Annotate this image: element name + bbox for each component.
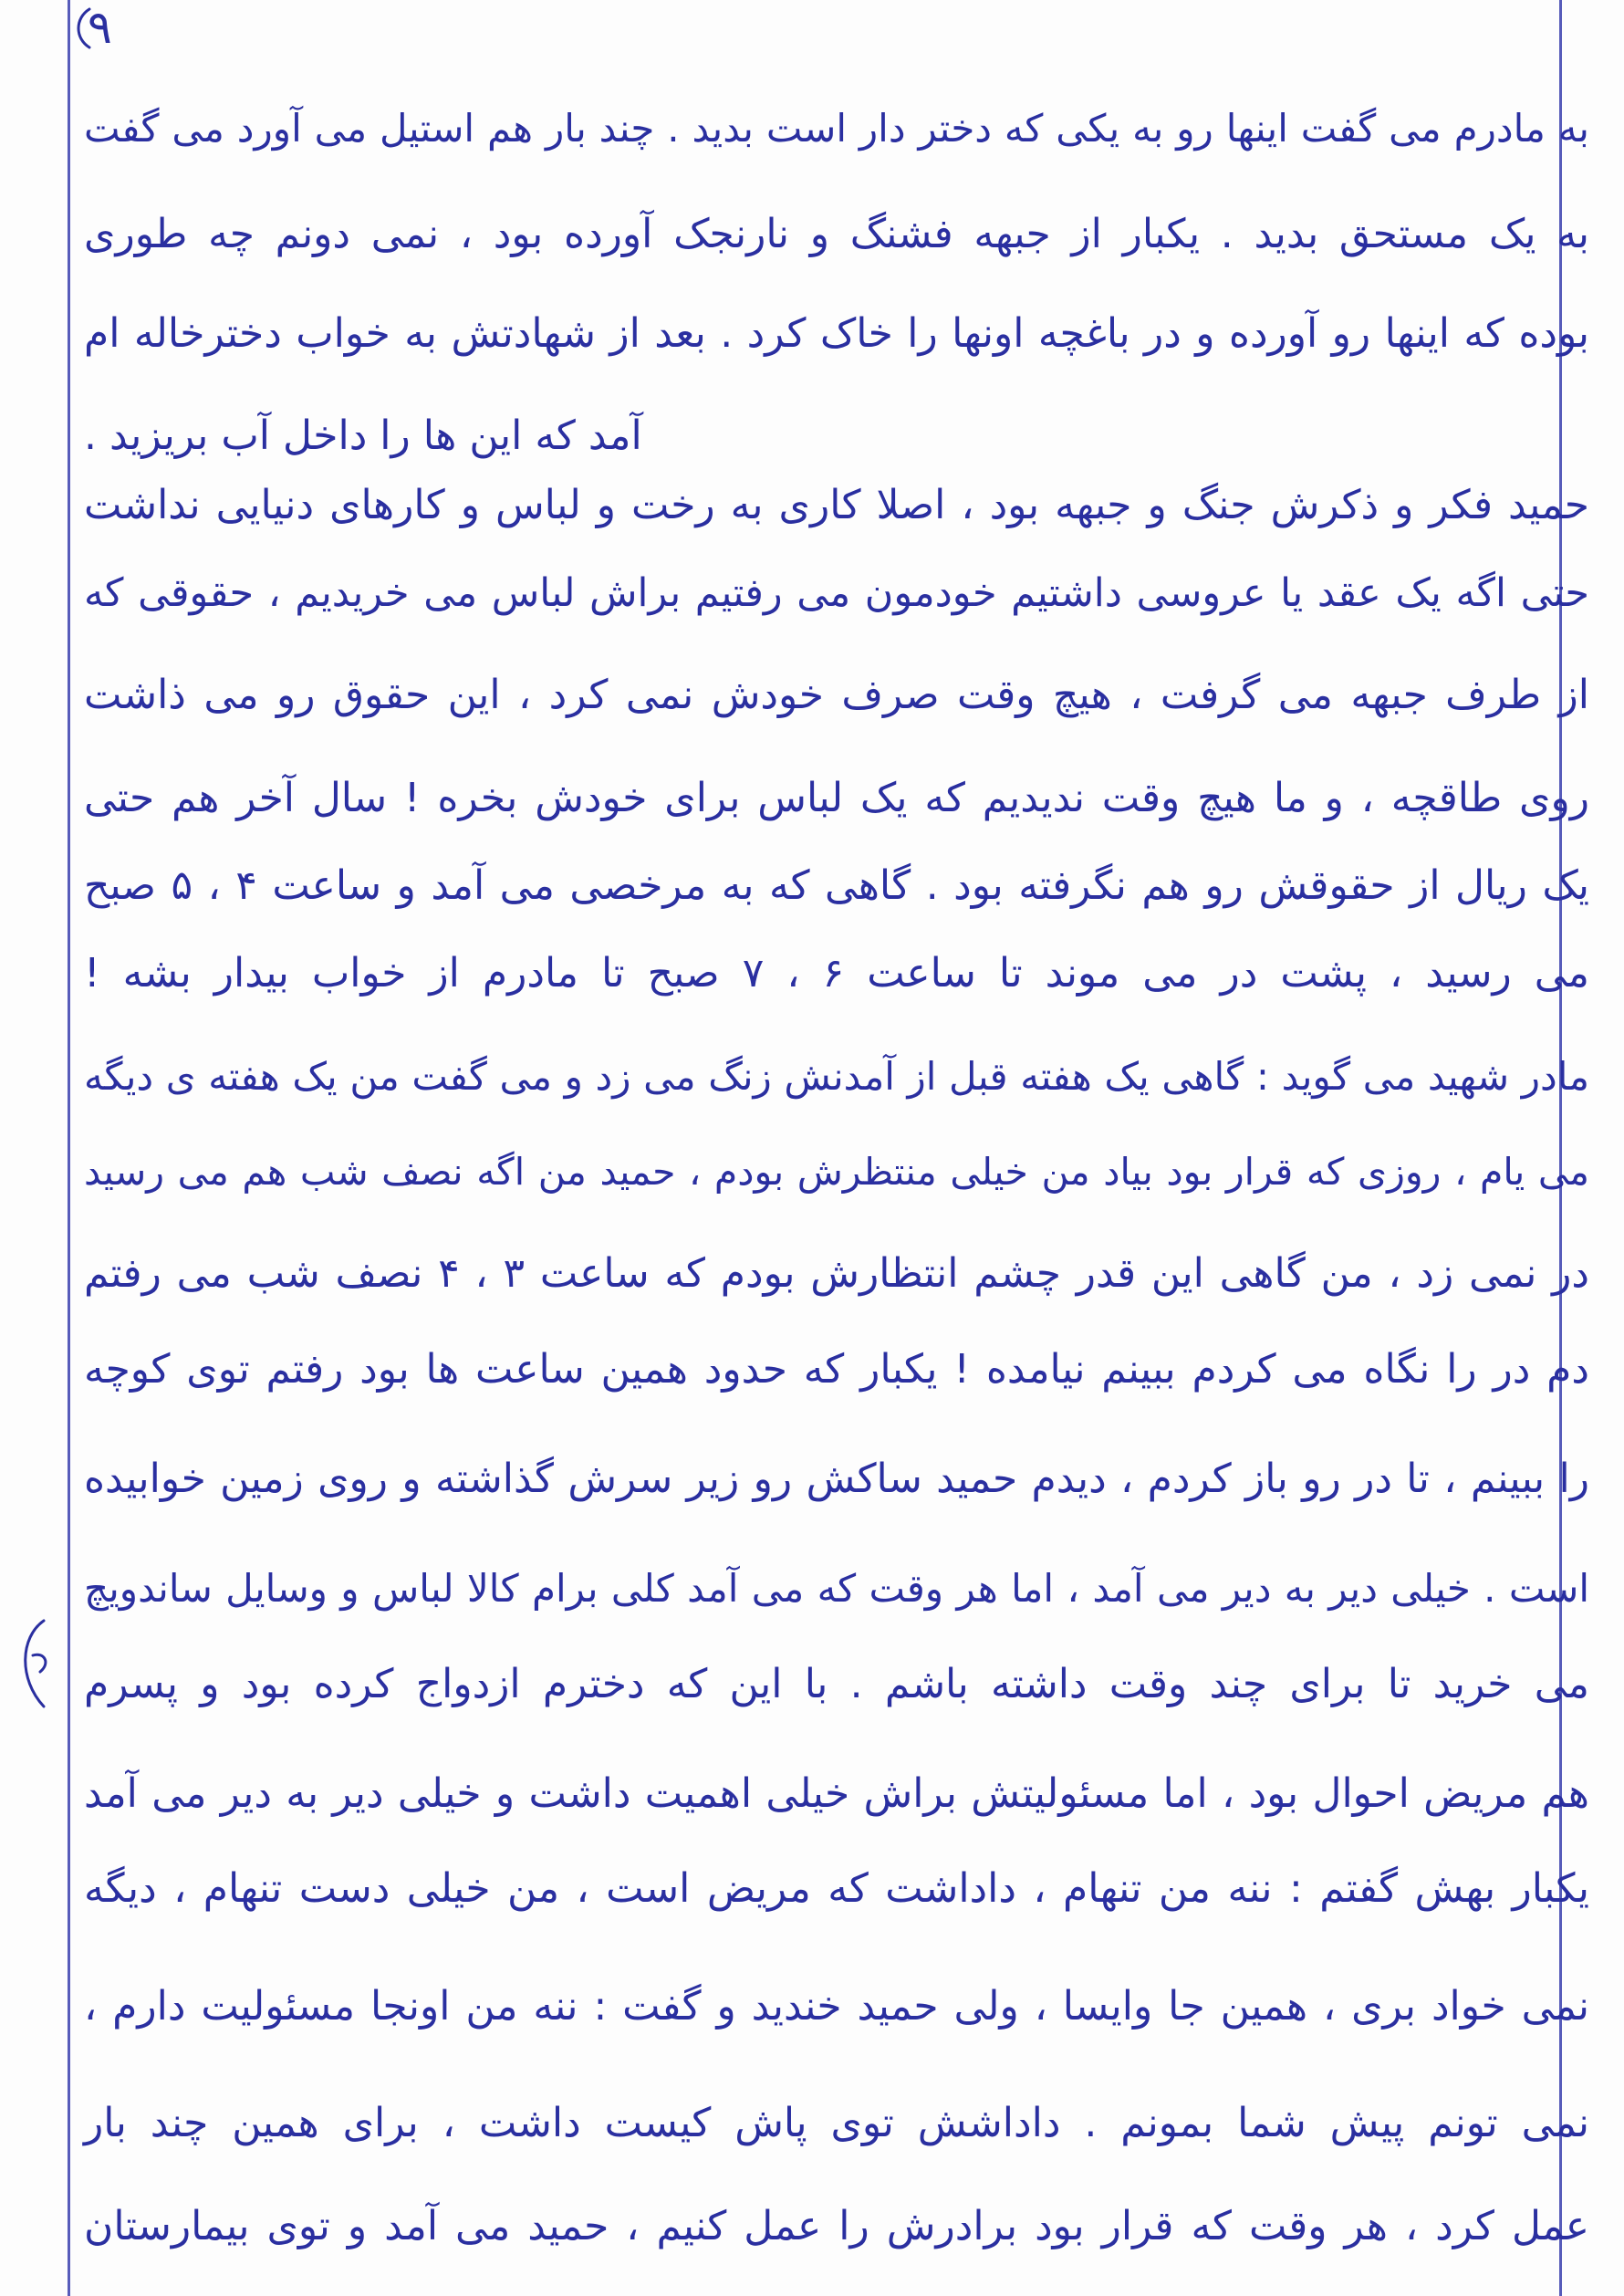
text-line: آمد که این ها را داخل آب بریزید . <box>84 412 642 459</box>
text-line: در نمی زد ، من گاهی این قدر چشم انتظارش بودم که ساعت ۳ ، ۴ نصف شب می رفتم <box>84 1250 1589 1297</box>
text-line: مادر شهید می گوید : گاهی یک هفته قبل از آمدنش زنگ می زد و می گفت من یک هفته ی دیگه <box>84 1054 1589 1099</box>
text-line: می رسید ، پشت در می موند تا ساعت ۶ ، ۷ صبح تا مادرم از خواب بیدار بشه ! <box>84 950 1589 997</box>
text-line: عمل کرد ، هر وقت که قرار بود برادرش را عمل کنیم ، حمید می آمد و توی بیمارستان <box>84 2203 1589 2249</box>
left-margin-line <box>68 0 70 2296</box>
text-line: می یام ، روزی که قرار بود بیاد من خیلی منتظرش بودم ، حمید من اگه نصف شب هم می رسید <box>84 1150 1589 1194</box>
text-line: نمی تونم پیش شما بمونم . داداشش توی پاش کیست داشت ، برای همین چند بار <box>84 2100 1589 2146</box>
text-line: است . خیلی دیر به دیر می آمد ، اما هر وقت که می آمد کلی برام کالا لباس و وسایل ساندویچ <box>84 1566 1589 1611</box>
text-line: نمی خواد بری ، همین جا وایسا ، ولی حمید خندید و گفت : ننه من اونجا مسئولیت دارم ، <box>84 1983 1589 2030</box>
text-line: روی طاقچه ، و ما هیچ وقت ندیدیم که یک لباس برای خودش بخره ! سال آخر هم حتی <box>84 775 1589 821</box>
text-line: بوده که اینها رو آورده و در باغچه اونها را خاک کرد . بعد از شهادتش به خواب دخترخاله ام <box>84 310 1589 357</box>
text-line: یک ریال از حقوقش رو هم نگرفته بود . گاهی که به مرخصی می آمد و ساعت ۴ ، ۵ صبح <box>84 862 1589 909</box>
text-line: به مادرم می گفت اینها رو به یکی که دختر دار است بدید . چند بار هم استیل می آورد می گفت <box>84 106 1589 151</box>
page-number: ۹ <box>88 1 112 54</box>
text-line: حتی اگه یک عقد یا عروسی داشتیم خودمون می رفتیم براش لباس می خریدیم ، حقوقی که <box>84 570 1589 616</box>
text-line: دم در را نگاه می کردم ببینم نیامده ! یکبار که حدود همین ساعت ها بود رفتم توی کوچه <box>84 1346 1589 1393</box>
text-line: می خرید تا برای چند وقت داشته باشم . با این که دخترم ازدواج کرده بود و پسرم <box>84 1661 1589 1707</box>
text-line: از طرف جبهه می گرفت ، هیچ وقت صرف خودش نمی کرد ، این حقوق رو می ذاشت <box>84 672 1589 718</box>
text-line: هم مریض احوال بود ، اما مسئولیتش براش خیلی اهمیت داشت و خیلی دیر به دیر می آمد <box>84 1770 1589 1817</box>
text-line: حمید فکر و ذکرش جنگ و جبهه بود ، اصلا کاری به رخت و لباس و کارهای دنیایی نداشت <box>84 482 1589 528</box>
text-line: را ببینم ، تا در رو باز کردم ، دیدم حمید ساکش رو زیر سرش گذاشته و روی زمین خوابیده <box>84 1456 1589 1502</box>
text-line: یکبار بهش گفتم : ننه من تنهام ، داداشت که مریض است ، من خیلی دست تنهام ، دیگه <box>84 1865 1589 1912</box>
margin-mark <box>7 1615 62 1716</box>
text-line: به یک مستحق بدید . یکبار از جبهه فشنگ و نارنجک آورده بود ، نمی دونم چه طوری <box>84 211 1589 257</box>
